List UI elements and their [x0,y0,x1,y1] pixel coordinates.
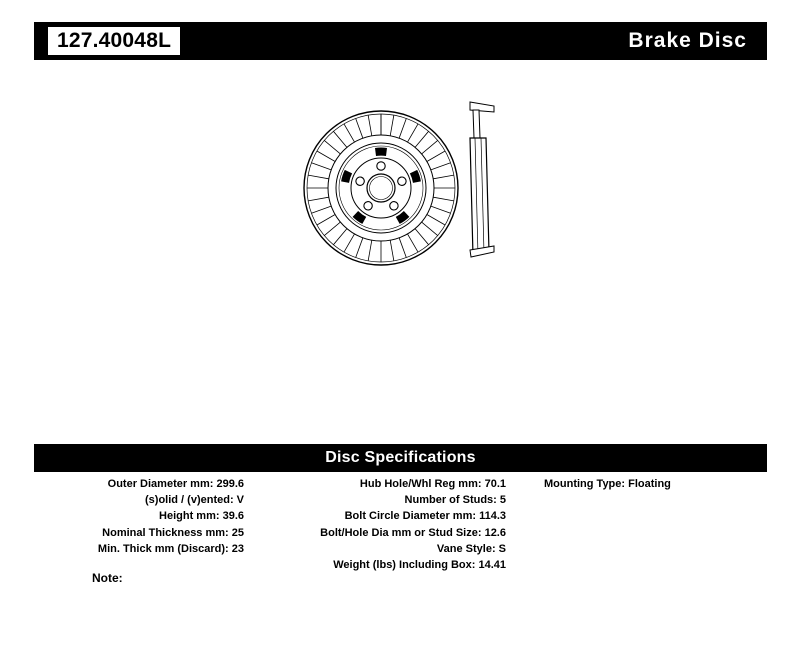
specs-title: Disc Specifications [34,444,767,472]
brake-disc-drawing [270,80,570,300]
part-number: 127.40048L [48,27,180,55]
header-bar [34,22,767,60]
spec-item: Number of Studs: 5 [404,494,506,507]
spec-item: Mounting Type: Floating [544,478,671,490]
spec-item: Outer Diameter mm: 299.6 [107,478,244,490]
specs-middle-column [256,476,506,573]
specs-left-column [34,476,244,557]
spec-item: Bolt Circle Diameter mm: 114.3 [344,510,506,523]
note-label: Note: [92,571,123,585]
spec-item: Height mm: 39.6 [159,510,244,523]
spec-item: Weight (lbs) Including Box: 14.41 [333,559,506,572]
spec-item: Nominal Thickness mm: 25 [102,526,244,539]
page-title: Brake Disc [628,29,747,52]
spec-item: Bolt/Hole Dia mm or Stud Size: 12.6 [320,526,506,539]
spec-item: Vane Style: S [436,542,506,555]
specs-right-column [544,476,767,492]
spec-item: Min. Thick mm (Discard): 23 [97,542,244,555]
spec-item: (s)olid / (v)ented: V [145,494,244,507]
spec-item: Hub Hole/Whl Reg mm: 70.1 [359,478,506,490]
